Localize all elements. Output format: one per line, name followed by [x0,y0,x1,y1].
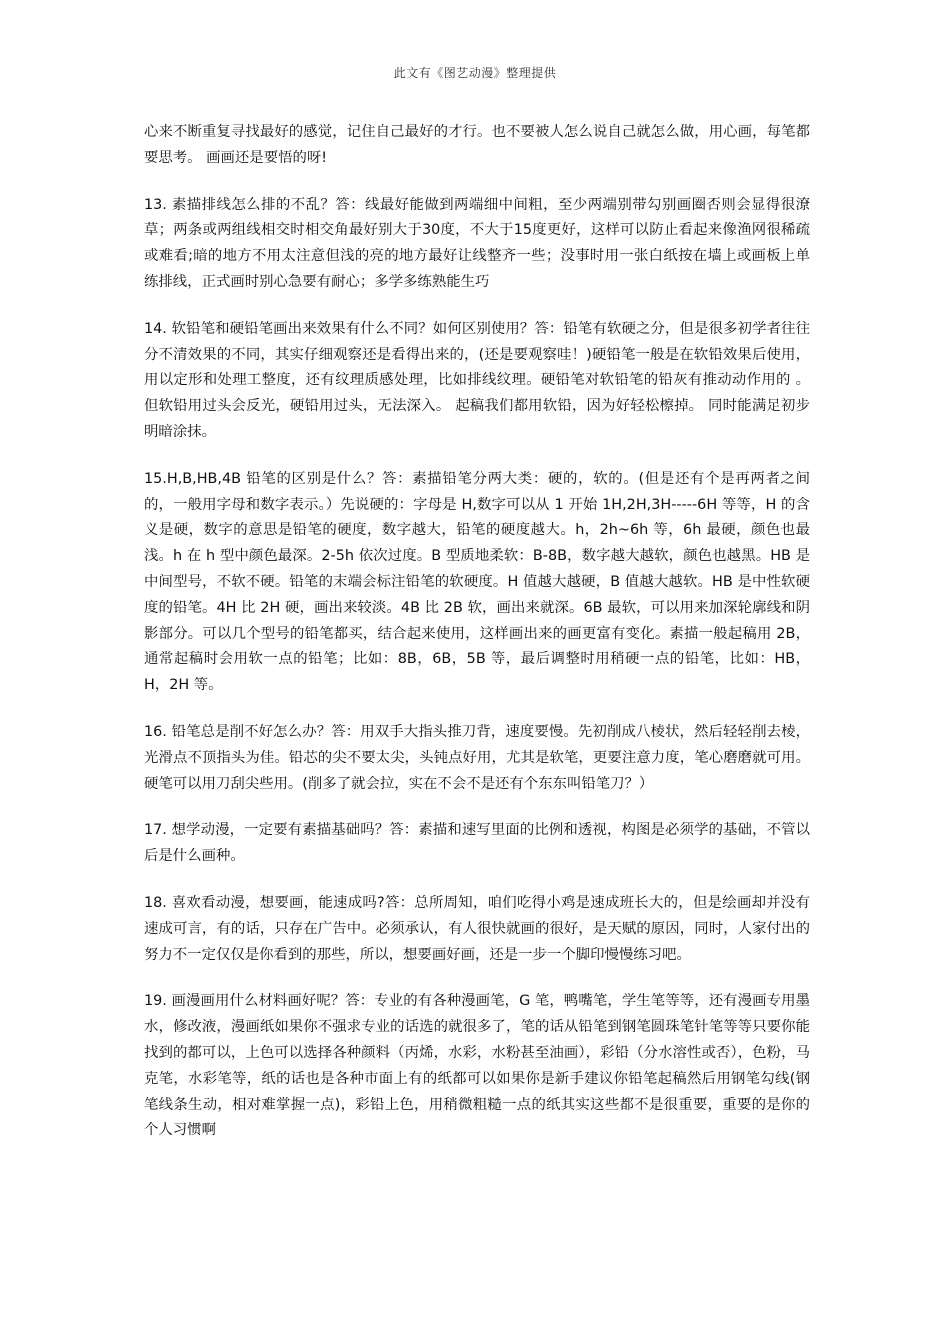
paragraph-q19: 19. 画漫画用什么材料画好呢？答：专业的有各种漫画笔，G 笔，鸭嘴笔，学生笔等等，还有漫画专用墨水，修改液，漫画纸如果你不强求专业的话选的就很多了，笔的话从铅笔到钢笔圆珠笔针笔等等只要你能找到的都可以，上色可以选择各种颜料（丙烯，水彩，水粉甚至油画），彩铅（分水溶性或否），色粉，马克笔，水彩笔等，纸的话也是各种市面上有的纸都可以如果你是新手建议你铅笔起稿然后用钢笔勾线(钢笔线条生动，相对难掌握一点)，彩铅上色，用稍微粗糙一点的纸其实这些都不是很重要，重要的是你的个人习惯啊 [144,993,810,1139]
page-header: 此文有《图艺动漫》整理提供 [393,66,557,80]
paragraph-q15: 15.H,B,HB,4B 铅笔的区别是什么？答：素描铅笔分两大类：硬的，软的。(但是还有个是再两者之间的，一般用字母和数字表示。）先说硬的：字母是 H,数字可以从 1 开始 1H,2H,3H-----6H 等等，H 的含义是硬，数字的意思是铅笔的硬度，数字越大，铅笔的硬度越大。h，2h~6h 等，6h 最硬，颜色也最浅。h 在 h 型中颜色最深。2-5h 依次过度。B 型质地柔软：B-8B，数字越大越软，颜色也越黑。HB 是中间型号，不软不硬。铅笔的末端会标注铅笔的软硬度。H 值越大越硬，B 值越大越软。HB 是中性软硬度的铅笔。4H 比 2H 硬，画出来较淡。4B 比 2B 软，画出来就深。6B 最软，可以用来加深轮廓线和阴影部分。可以几个型号的铅笔都买，结合起来使用，这样画出来的画更富有变化。素描一般起稿用 2B，通常起稿时会用软一点的铅笔；比如：8B，6B，5B 等，最后调整时用稍硬一点的铅笔，比如：HB，H，2H 等。 [144,470,810,694]
paragraph-q16: 16. 铅笔总是削不好怎么办？答：用双手大指头推刀背，速度要慢。先初削成八棱状，然后轻轻削去棱，光滑点不顶指头为佳。铅芯的尖不要太尖，头钝点好用，尤其是软笔，更要注意力度，笔心磨磨就可用。硬笔可以用刀刮尖些用。(削多了就会拉，实在不会不是还有个东东叫铅笔刀？） [144,723,810,792]
paragraph-q14: 14. 软铅笔和硬铅笔画出来效果有什么不同？如何区别使用？答：铅笔有软硬之分，但是很多初学者往往分不清效果的不同，其实仔细观察还是看得出来的，(还是要观察哇！)硬铅笔一般是在软铅效果后使用，用以定形和处理工整度，还有纹理质感处理，比如排线纹理。硬铅笔对软铅笔的铅灰有推动动作用的 。但软铅用过头会反光，硬铅用过头，无法深入。 起稿我们都用软铅，因为好轻松檫掉。 同时能满足初步明暗涂抹。 [144,320,810,440]
paragraph-intro: 心来不断重复寻找最好的感觉，记住自己最好的才行。也不要被人怎么说自己就怎么做，用心画，每笔都要思考。 画画还是要悟的呀! [144,124,810,166]
paragraph-q17: 17. 想学动漫，一定要有素描基础吗？答：素描和速写里面的比例和透视，构图是必须学的基础，不管以后是什么画种。 [144,822,810,865]
paragraph-q13: 13. 素描排线怎么排的不乱？答：线最好能做到两端细中间粗，至少两端别带勾别画圈否则会显得很潦草；两条或两组线相交时相交角最好别大于30度，不大于15度更好，这样可以防止看起来像渔网很稀疏或难看;暗的地方不用太注意但浅的亮的地方最好让线整齐一些；没事时用一张白纸按在墙上或画板上单练排线，正式画时别心急要有耐心；多学多练熟能生巧 [144,196,810,290]
paragraph-q18: 18. 喜欢看动漫，想要画，能速成吗?答：总所周知，咱们吃得小鸡是速成班长大的，但是绘画却并没有速成可言，有的话，只存在广告中。必须承认，有人很快就画的很好，是天赋的原因，同时，人家付出的努力不一定仅仅是你看到的那些，所以，想要画好画，还是一步一个脚印慢慢练习吧。 [144,894,810,963]
document-body [144,120,810,1165]
